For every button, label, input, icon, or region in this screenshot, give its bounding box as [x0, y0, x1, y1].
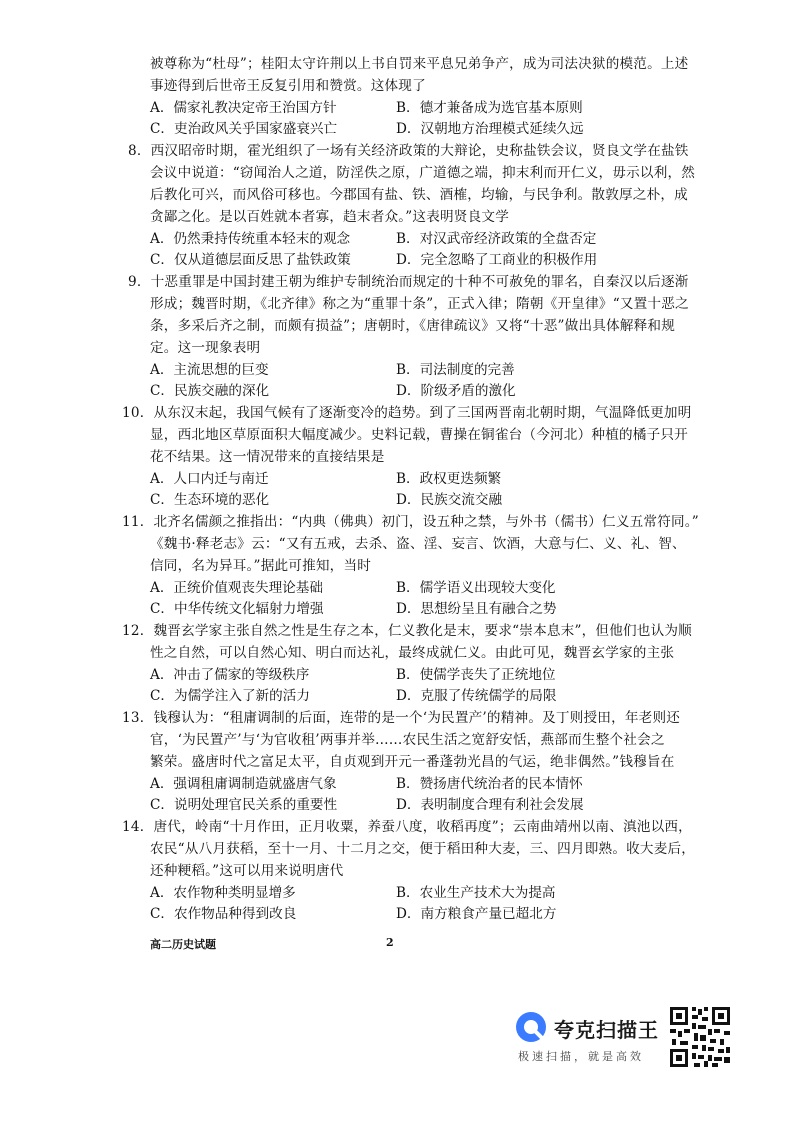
text-line: 14．唐代，岭南“十月作田，正月收粟，养蚕八度，收稻再度”；云南曲靖州以南、滇池以西，	[122, 819, 692, 835]
text-line: 后教化可兴，而风俗可移也。今郡国有盐、铁、酒榷，均输，与民争利。散敦厚之朴，成	[150, 187, 688, 203]
option: B．德才兼备成为选官基本原则	[396, 100, 583, 116]
text-line: 条，多采后齐之制，而颇有损益”；唐朝时，《唐律疏议》又将“十恶”做出具体解释和规	[150, 318, 676, 334]
text-line: 8．西汉昭帝时期，霍光组织了一场有关经济政策的大辩论，史称盐铁会议，贤良文学在盐铁	[128, 143, 689, 159]
text-line: 繁荣。盛唐时代之富足太平，自贞观到开元一番蓬勃光昌的气运，绝非偶然。”钱穆旨在	[150, 754, 675, 770]
text-line: 被尊称为“杜母”；桂阳太守许荆以上书自罚来平息兄弟争产，成为司法决狱的模范。上述	[150, 56, 689, 72]
text-line: 形成；魏晋时期，《北齐律》称之为“重罪十条”，正式入律；隋朝《开皇律》“又置十恶之	[150, 296, 689, 312]
option: A．仍然秉持传统重本轻末的观念	[150, 231, 351, 247]
option: C．中华传统文化辐射力增强	[150, 601, 324, 617]
option: D．民族交流交融	[396, 492, 503, 508]
text-line: 信同，名为异耳。”据此可推知，当时	[150, 558, 372, 574]
option: B．司法制度的完善	[396, 362, 515, 378]
text-line: 花不结果。这一情况带来的直接结果是	[150, 449, 385, 465]
option: A．冲击了儒家的等级秩序	[150, 667, 310, 683]
option: A．农作物种类明显增多	[150, 885, 296, 901]
text-line: 13．钱穆认为：“租庸调制的后面，连带的是一个‘为民置产’的精神。及丁则授田，年老则还	[122, 710, 681, 726]
scanner-slogan: 极速扫描，就是高效	[518, 1050, 644, 1063]
text-line: 贪鄙之化。是以百姓就本者寡，趋末者众。”这表明贤良文学	[150, 209, 509, 225]
text-line: 定。这一现象表明	[150, 340, 261, 356]
text-line: 官，‘为民置产’与‘为官收租’两事并举……农民生活之宽舒安恬，燕部而生整个社会之	[150, 732, 665, 748]
text-line: 性之自然，可以自然心知、明白而达礼，最终成就仁义。由此可见，魏晋玄学家的主张	[150, 645, 675, 661]
text-line: 11．北齐名儒颜之推指出：“内典（佛典）初门，设五种之禁，与外书（儒书）仁义五常符同。”	[122, 514, 699, 530]
text-line: 事迹得到后世帝王反复引用和赞赏。这体现了	[150, 78, 426, 94]
option: B．对汉武帝经济政策的全盘否定	[396, 231, 597, 247]
page-number: 2	[386, 936, 394, 949]
option: B．农业生产技术大为提高	[396, 885, 556, 901]
text-line: 《魏书·释老志》云：“又有五戒，去杀、盗、淫、妄言、饮酒，大意与仁、义、礼、智、	[150, 536, 686, 552]
option: A．正统价值观丧失理论基础	[150, 580, 323, 596]
scanner-brand-name: 夸克扫描王	[554, 1018, 659, 1042]
option: B．赞扬唐代统治者的民本情怀	[396, 776, 583, 792]
option: C．生态环境的恶化	[150, 492, 270, 508]
option: A．人口内迁与南迁	[150, 471, 269, 487]
option: D．表明制度合理有利社会发展	[396, 797, 584, 813]
text-line: 12．魏晋玄学家主张自然之性是生存之本，仁义教化是末，要求“崇本息末”，但他们也认为顺	[122, 623, 692, 639]
option: B．儒学语义出现较大变化	[396, 580, 556, 596]
option: C．民族交融的深化	[150, 383, 270, 399]
qr-code-icon	[668, 1005, 732, 1069]
option: C．为儒学注入了新的活力	[150, 688, 310, 704]
option: A．主流思想的巨变	[150, 362, 269, 378]
option: A．儒家礼教决定帝王治国方针	[150, 100, 337, 116]
option: C．说明处理官民关系的重要性	[150, 797, 338, 813]
scanner-logo-icon	[514, 1010, 548, 1044]
option: D．思想纷呈且有融合之势	[396, 601, 557, 617]
text-line: 农民“从八月获稻，至十一月、十二月之交，便于稻田种大麦，三、四月即熟。收大麦后，	[150, 841, 696, 857]
option: D．汉朝地方治理模式延续久远	[396, 121, 584, 137]
footer-title: 高二历史试题	[150, 938, 216, 951]
option: C．吏治政风关乎国家盛衰兴亡	[150, 121, 338, 137]
text-line: 会议中说道：“窃闻治人之道，防淫佚之原，广道德之端，抑末利而开仁义，毋示以利，然	[150, 165, 696, 181]
text-line: 显，西北地区草原面积大幅度减少。史料记载，曹操在铜雀台（今河北）种植的橘子只开	[150, 427, 688, 443]
text-line: 9．十恶重罪是中国封建王朝为维护专制统治而规定的十种不可赦免的罪名，自秦汉以后逐渐	[128, 274, 689, 290]
option: D．完全忽略了工商业的积极作用	[396, 252, 598, 268]
text-line: 10．从东汉末起，我国气候有了逐渐变冷的趋势。到了三国两晋南北朝时期，气温降低更加明	[122, 405, 692, 421]
option: A．强调租庸调制造就盛唐气象	[150, 776, 337, 792]
option: B．使儒学丧失了正统地位	[396, 667, 556, 683]
option: D．南方粮食产量已超北方	[396, 906, 557, 922]
option: C．农作物品种得到改良	[150, 906, 297, 922]
option: D．克服了传统儒学的局限	[396, 688, 557, 704]
option: C．仅从道德层面反思了盐铁政策	[150, 252, 351, 268]
option: B．政权更迭频繁	[396, 471, 502, 487]
text-line: 还种粳稻。”这可以用来说明唐代	[150, 863, 344, 879]
option: D．阶级矛盾的激化	[396, 383, 516, 399]
